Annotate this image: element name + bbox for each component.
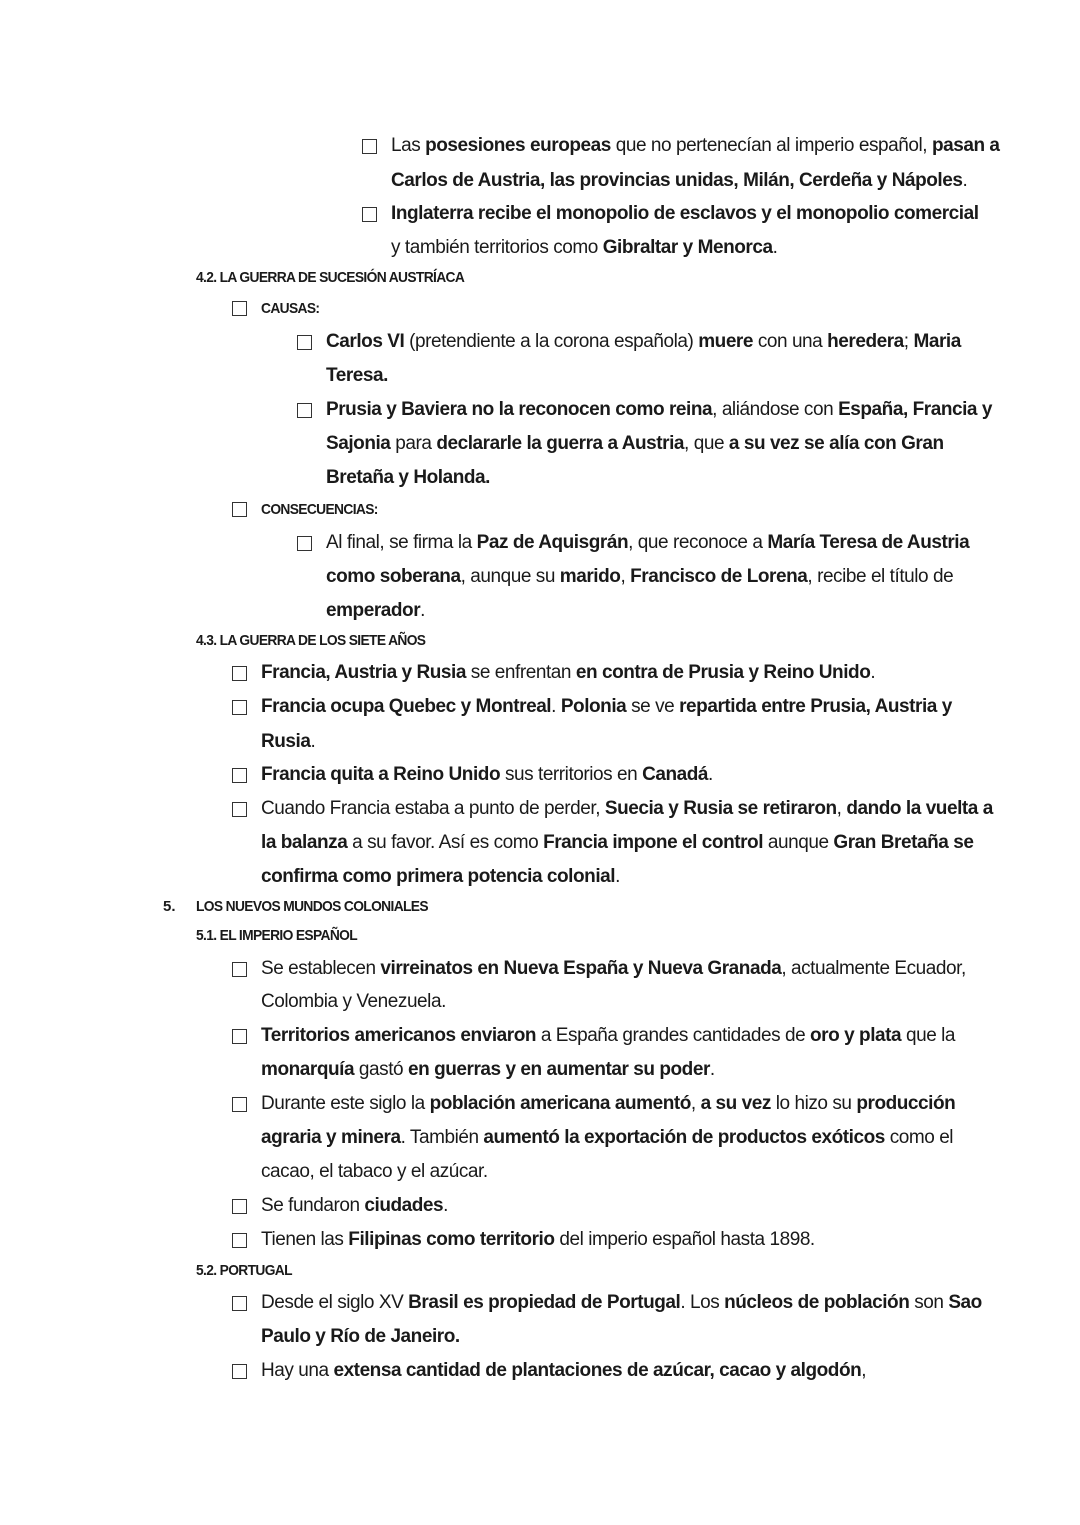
section-heading-4-3: 4.3. LA GUERRA DE LOS SIETE AÑOS: [196, 632, 426, 649]
text-line: Se fundaron ciudades.: [261, 1195, 449, 1216]
text-line: Francia, Austria y Rusia se enfrentan en contra de Prusia y Reino Unido.: [261, 662, 876, 683]
text-line: como soberana, aunque su marido, Francisco de Lorena, recibe el título de: [326, 566, 954, 587]
checkbox[interactable]: [297, 335, 312, 350]
checkbox[interactable]: [232, 1364, 247, 1379]
text-line: Territorios americanos enviaron a España grandes cantidades de oro y plata que la: [261, 1025, 956, 1046]
text-line: confirma como primera potencia colonial.: [261, 866, 620, 887]
text-line: Carlos de Austria, las provincias unidas, Milán, Cerdeña y Nápoles.: [391, 170, 968, 191]
text-line: cacao, el tabaco y el azúcar.: [261, 1161, 488, 1182]
text-line: Las posesiones europeas que no pertenecían al imperio español, pasan a: [391, 135, 1000, 156]
checkbox[interactable]: [232, 1029, 247, 1044]
text-line: Desde el siglo XV Brasil es propiedad de Portugal. Los núcleos de población son Sao: [261, 1292, 982, 1313]
text-line: Cuando Francia estaba a punto de perder, Suecia y Rusia se retiraron, dando la vuelta a: [261, 798, 993, 819]
section-heading-4-2: 4.2. LA GUERRA DE SUCESIÓN AUSTRÍACA: [196, 269, 465, 286]
text-line: agraria y minera. También aumentó la exportación de productos exóticos como el: [261, 1127, 954, 1148]
checkbox[interactable]: [297, 403, 312, 418]
checkbox[interactable]: [232, 768, 247, 783]
text-line: Paulo y Río de Janeiro.: [261, 1326, 460, 1347]
text-line: Rusia.: [261, 731, 316, 752]
text-line: Durante este siglo la población americana aumentó, a su vez lo hizo su producción: [261, 1093, 956, 1114]
checkbox[interactable]: [232, 666, 247, 681]
text-line: Colombia y Venezuela.: [261, 991, 446, 1012]
checkbox[interactable]: [232, 700, 247, 715]
checkbox[interactable]: [232, 1199, 247, 1214]
text-line: Francia quita a Reino Unido sus territorios en Canadá.: [261, 764, 713, 785]
text-line: Tienen las Filipinas como territorio del imperio español hasta 1898.: [261, 1229, 815, 1250]
checkbox[interactable]: [297, 536, 312, 551]
checkbox[interactable]: [232, 301, 247, 316]
checkbox[interactable]: [232, 502, 247, 517]
checkbox[interactable]: [232, 802, 247, 817]
text-line: Se establecen virreinatos en Nueva España y Nueva Granada, actualmente Ecuador,: [261, 958, 966, 979]
text-line: Carlos VI (pretendiente a la corona española) muere con una heredera; Maria: [326, 331, 961, 352]
section-number-5: 5.: [163, 898, 176, 915]
text-line: Sajonia para declararle la guerra a Austria, que a su vez se alía con Gran: [326, 433, 944, 454]
text-line: Inglaterra recibe el monopolio de esclavos y el monopolio comercial: [391, 203, 979, 224]
checkbox[interactable]: [232, 1097, 247, 1112]
text-line: Francia ocupa Quebec y Montreal. Polonia se ve repartida entre Prusia, Austria y: [261, 696, 952, 717]
text-line: Teresa.: [326, 365, 388, 386]
consecuencias-label: CONSECUENCIAS:: [261, 501, 378, 518]
text-line: y también territorios como Gibraltar y Menorca.: [391, 237, 778, 258]
text-line: emperador.: [326, 600, 425, 621]
text-line: la balanza a su favor. Así es como Francia impone el control aunque Gran Bretaña se: [261, 832, 974, 853]
checkbox[interactable]: [232, 1233, 247, 1248]
section-heading-5-2: 5.2. PORTUGAL: [196, 1262, 292, 1279]
text-line: Al final, se firma la Paz de Aquisgrán, que reconoce a María Teresa de Austria: [326, 532, 970, 553]
text-line: monarquía gastó en guerras y en aumentar su poder.: [261, 1059, 715, 1080]
checkbox[interactable]: [232, 962, 247, 977]
checkbox[interactable]: [362, 207, 377, 222]
text-line: Bretaña y Holanda.: [326, 467, 491, 488]
causas-label: CAUSAS:: [261, 300, 320, 317]
text-line: Hay una extensa cantidad de plantaciones de azúcar, cacao y algodón,: [261, 1360, 867, 1381]
checkbox[interactable]: [362, 139, 377, 154]
text-line: Prusia y Baviera no la reconocen como reina, aliándose con España, Francia y: [326, 399, 992, 420]
section-heading-5: LOS NUEVOS MUNDOS COLONIALES: [196, 898, 428, 915]
checkbox[interactable]: [232, 1296, 247, 1311]
section-heading-5-1: 5.1. EL IMPERIO ESPAÑOL: [196, 927, 358, 944]
